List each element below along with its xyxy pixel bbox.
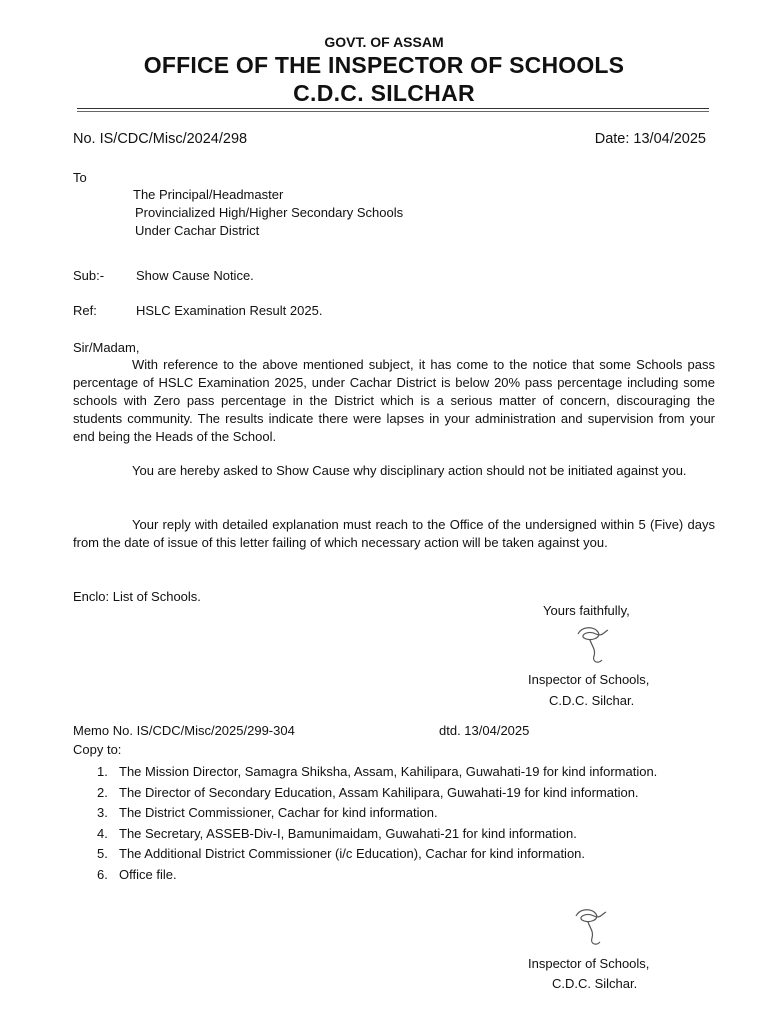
memo-number: Memo No. IS/CDC/Misc/2025/299-304 xyxy=(73,723,295,738)
body-paragraph-3: Your reply with detailed explanation must reach to the Office of the undersigned within 5 (Five) days from the date of issue of this letter failing of which necessary action will be taken against you. xyxy=(73,517,715,550)
header-rule-top xyxy=(77,108,709,109)
list-item xyxy=(97,824,657,845)
list-item-text: The Additional District Commissioner (i/c Education), Cachar for kind information. xyxy=(119,846,586,862)
to-label: To xyxy=(73,170,87,185)
address-line-1: The Principal/Headmaster xyxy=(133,187,284,202)
copy-to-label: Copy to: xyxy=(73,742,122,757)
signatory-place: C.D.C. Silchar. xyxy=(549,693,635,708)
reference-number: No. IS/CDC/Misc/2024/298 xyxy=(73,131,248,147)
signature-mark xyxy=(568,620,614,666)
ref-text: HSLC Examination Result 2025. xyxy=(136,303,323,318)
salutation: Sir/Madam, xyxy=(73,340,140,355)
signatory-title: Inspector of Schools, xyxy=(528,672,650,687)
list-item-number: 4. xyxy=(97,825,108,841)
list-item xyxy=(97,844,657,865)
closing: Yours faithfully, xyxy=(543,603,630,618)
list-item-text: The Secretary, ASSEB-Div-I, Bamunimaidam, Guwahati-21 for kind information. xyxy=(119,825,577,841)
memo-signatory-place: C.D.C. Silchar. xyxy=(552,976,638,991)
govt-heading: GOVT. OF ASSAM xyxy=(324,34,444,50)
letter-date: Date: 13/04/2025 xyxy=(594,131,706,147)
header-rule-bottom xyxy=(77,111,709,112)
list-item-text: Office file. xyxy=(119,866,177,882)
address-line-2: Provincialized High/Higher Secondary Schools xyxy=(135,205,404,220)
address-line-3: Under Cachar District xyxy=(135,223,260,238)
list-item-number: 6. xyxy=(97,866,108,882)
subject-text: Show Cause Notice. xyxy=(136,268,254,283)
list-item-text: The District Commissioner, Cachar for kind information. xyxy=(119,805,438,821)
list-item-number: 2. xyxy=(97,784,108,800)
list-item-number: 1. xyxy=(97,764,108,779)
list-item xyxy=(97,803,657,824)
ref-label: Ref: xyxy=(73,303,97,318)
copy-recipient-list xyxy=(97,762,657,886)
list-item xyxy=(97,783,657,804)
list-item xyxy=(97,865,657,886)
memo-date: dtd. 13/04/2025 xyxy=(439,723,530,738)
body-paragraph-1: With reference to the above mentioned subject, it has come to the notice that some Schools pass percentage of HSLC Examination 2025, under Cachar District is below 20% pass percentage including some schools with Zero pass percentage in the District which is a serious matter of concern, discouraging the students community. The results indicate there were lapses in your administration and supervision from your end being the Heads of the School. xyxy=(73,357,715,444)
office-heading: OFFICE OF THE INSPECTOR OF SCHOOLS xyxy=(143,52,625,78)
enclosure-note: Enclo: List of Schools. xyxy=(73,589,201,604)
signature-mark-memo xyxy=(566,902,612,948)
location-heading: C.D.C. SILCHAR xyxy=(293,80,475,106)
list-item-number: 3. xyxy=(97,805,108,821)
list-item-number: 5. xyxy=(97,846,108,862)
subject-label: Sub:- xyxy=(73,268,105,283)
body-paragraph-2: You are hereby asked to Show Cause why disciplinary action should not be initiated against you. xyxy=(132,463,687,478)
memo-signatory-title: Inspector of Schools, xyxy=(528,956,650,971)
list-item xyxy=(97,762,657,783)
list-item-text: The Director of Secondary Education, Assam Kahilipara, Guwahati-19 for kind information. xyxy=(119,784,639,800)
list-item-text: The Mission Director, Samagra Shiksha, Assam, Kahilipara, Guwahati-19 for kind information. xyxy=(119,764,658,779)
